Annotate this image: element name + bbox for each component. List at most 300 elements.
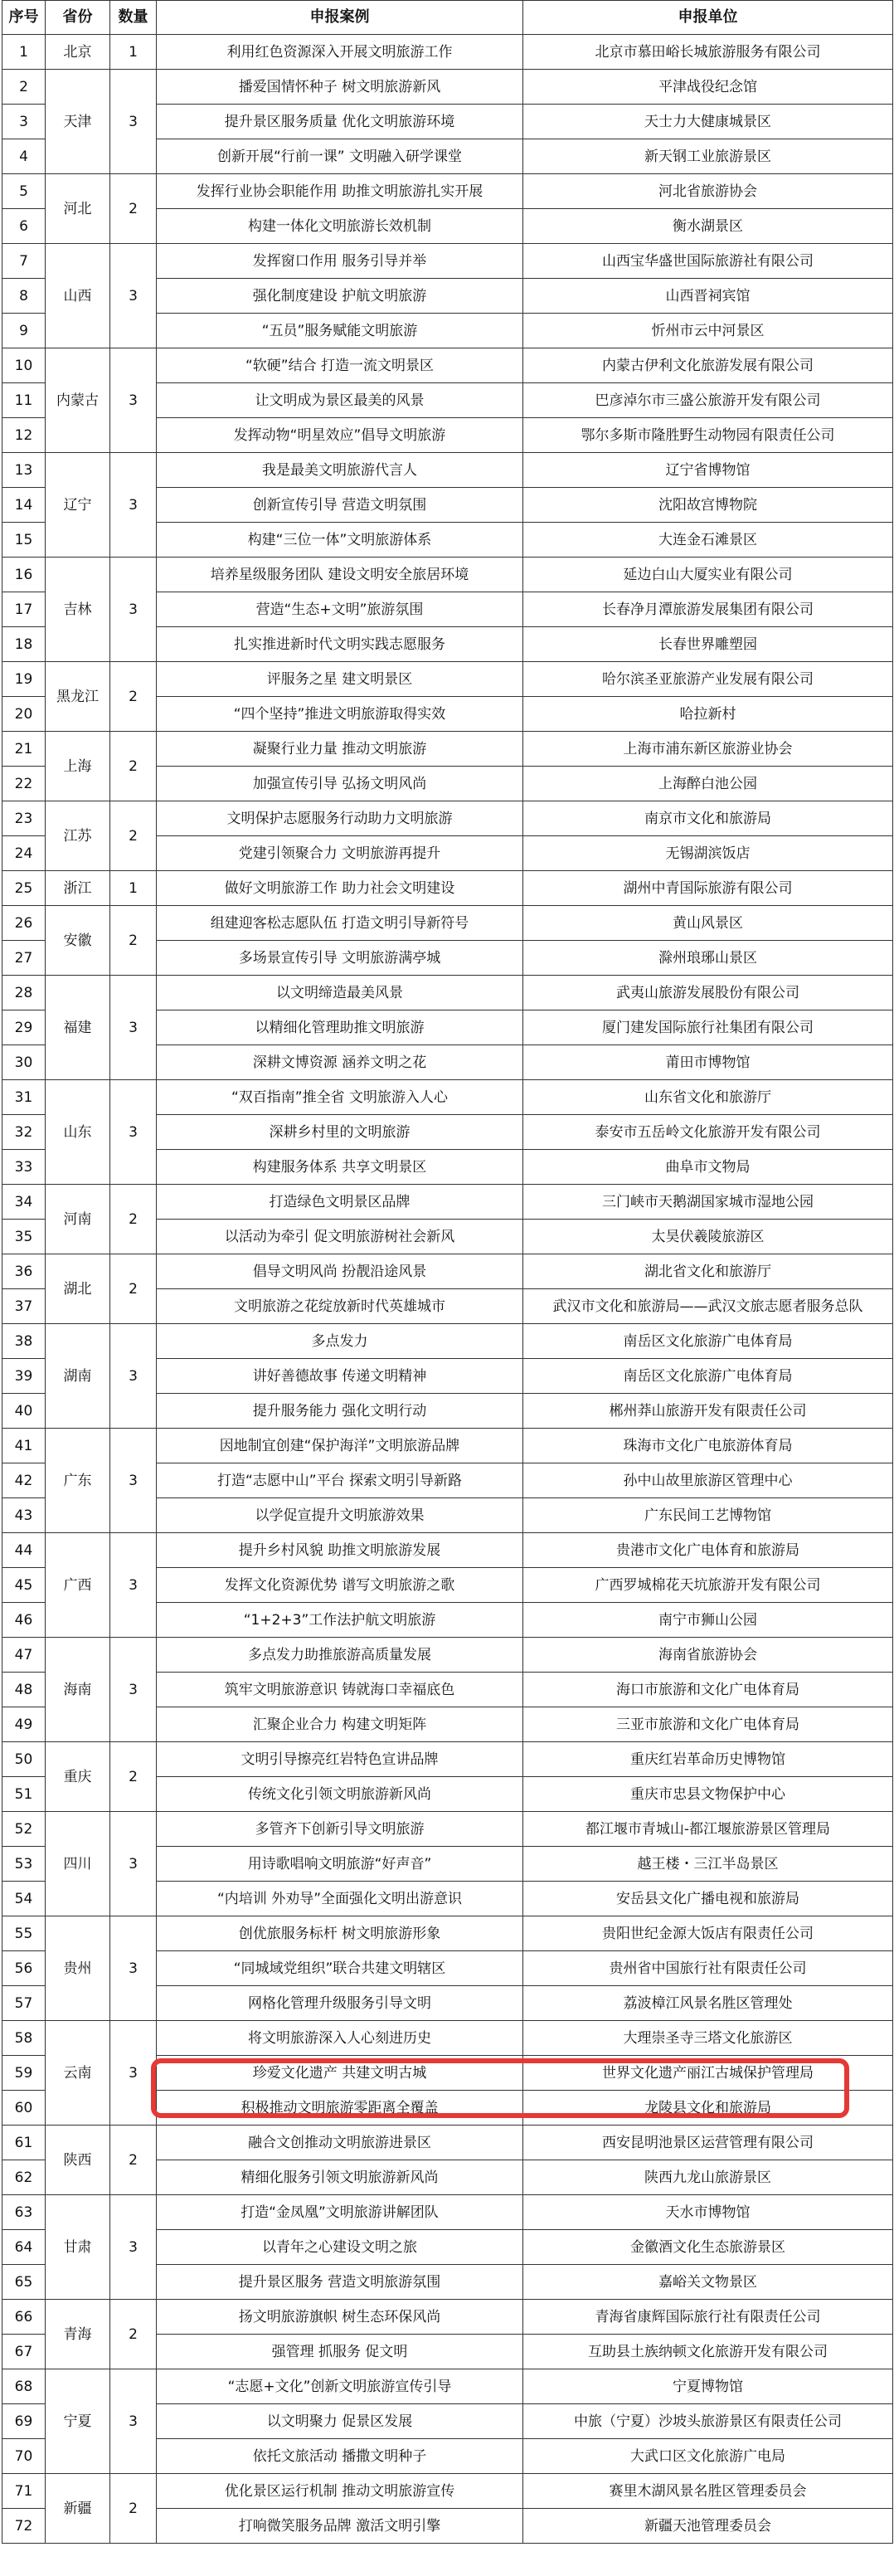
case-title: 我是最美文明旅游代言人 [157, 453, 523, 488]
case-title: 讲好善德故事 传递文明精神 [157, 1359, 523, 1394]
row-index: 14 [2, 488, 46, 523]
case-title: 深耕文博资源 涵养文明之花 [157, 1045, 523, 1080]
province-cell: 青海 [46, 2300, 110, 2369]
row-index: 10 [2, 348, 46, 383]
count-cell: 3 [110, 1324, 157, 1429]
table-row [2, 976, 893, 1010]
count-cell: 3 [110, 2021, 157, 2126]
case-title: 凝聚行业力量 推动文明旅游 [157, 732, 523, 767]
case-title: 发挥窗口作用 服务引导并举 [157, 244, 523, 279]
province-cell: 云南 [46, 2021, 110, 2126]
table-row [2, 348, 893, 383]
province-cell: 山西 [46, 244, 110, 348]
row-index: 59 [2, 2056, 46, 2091]
unit-name: 嘉峪关文物景区 [523, 2265, 893, 2300]
unit-name: 长春世界雕塑园 [523, 627, 893, 662]
unit-name: 贵州省中国旅行社有限责任公司 [523, 1951, 893, 1986]
unit-name: 越王楼・三江半岛景区 [523, 1847, 893, 1882]
province-cell: 黑龙江 [46, 662, 110, 732]
unit-name: 中旅（宁夏）沙坡头旅游景区有限责任公司 [523, 2404, 893, 2439]
table-row [2, 1254, 893, 1289]
table-row [2, 453, 893, 488]
table-row [2, 1533, 893, 1568]
province-cell: 四川 [46, 1812, 110, 1916]
case-title: 组建迎客松志愿队伍 打造文明引导新符号 [157, 906, 523, 941]
row-index: 38 [2, 1324, 46, 1359]
unit-name: 天水市博物馆 [523, 2195, 893, 2230]
unit-name: 太昊伏羲陵旅游区 [523, 1220, 893, 1254]
table-row [2, 2126, 893, 2160]
case-title: 构建服务体系 共享文明景区 [157, 1150, 523, 1185]
case-title: 珍爱文化遗产 共建文明古城 [157, 2056, 523, 2091]
row-index: 55 [2, 1916, 46, 1951]
case-title: 扬文明旅游旗帜 树生态环保风尚 [157, 2300, 523, 2335]
row-index: 69 [2, 2404, 46, 2439]
unit-name: 新天钢工业旅游景区 [523, 139, 893, 174]
unit-name: 山东省文化和旅游厅 [523, 1080, 893, 1115]
row-index: 40 [2, 1394, 46, 1429]
case-title: 多点发力助推旅游高质量发展 [157, 1638, 523, 1673]
row-index: 16 [2, 558, 46, 592]
case-title: 发挥行业协会职能作用 助推文明旅游扎实开展 [157, 174, 523, 209]
unit-name: 广东民间工艺博物馆 [523, 1498, 893, 1533]
row-index: 39 [2, 1359, 46, 1394]
unit-name: 广西罗城棉花天坑旅游开发有限公司 [523, 1568, 893, 1603]
table-body [2, 35, 893, 2544]
row-index: 71 [2, 2474, 46, 2509]
unit-name: 新疆天池管理委员会 [523, 2509, 893, 2544]
case-title: 汇聚企业合力 构建文明矩阵 [157, 1707, 523, 1742]
unit-name: 滁州琅琊山景区 [523, 941, 893, 976]
count-cell: 2 [110, 906, 157, 976]
count-cell: 3 [110, 1812, 157, 1916]
row-index: 1 [2, 35, 46, 70]
case-title: 强化制度建设 护航文明旅游 [157, 279, 523, 314]
row-index: 42 [2, 1463, 46, 1498]
row-index: 67 [2, 2335, 46, 2369]
unit-name: 哈尔滨圣亚旅游产业发展有限公司 [523, 662, 893, 697]
unit-name: 贵阳世纪金源大饭店有限责任公司 [523, 1916, 893, 1951]
count-cell: 3 [110, 1080, 157, 1185]
row-index: 50 [2, 1742, 46, 1777]
count-cell: 2 [110, 732, 157, 801]
unit-name: 孙中山故里旅游区管理中心 [523, 1463, 893, 1498]
case-title: “软硬”结合 打造一流文明景区 [157, 348, 523, 383]
province-cell: 甘肃 [46, 2195, 110, 2300]
unit-name: 大武口区文化旅游广电局 [523, 2439, 893, 2474]
row-index: 62 [2, 2160, 46, 2195]
table-row [2, 1429, 893, 1463]
case-table [2, 0, 893, 2544]
table-row [2, 2474, 893, 2509]
row-index: 64 [2, 2230, 46, 2265]
case-title: 评服务之星 建文明景区 [157, 662, 523, 697]
row-index: 33 [2, 1150, 46, 1185]
table-row [2, 662, 893, 697]
unit-name: 大连金石滩景区 [523, 523, 893, 558]
row-index: 52 [2, 1812, 46, 1847]
province-cell: 贵州 [46, 1916, 110, 2021]
row-index: 8 [2, 279, 46, 314]
unit-name: 黄山风景区 [523, 906, 893, 941]
row-index: 32 [2, 1115, 46, 1150]
row-index: 53 [2, 1847, 46, 1882]
table-row [2, 70, 893, 105]
unit-name: 辽宁省博物馆 [523, 453, 893, 488]
row-index: 54 [2, 1882, 46, 1916]
unit-name: 湖北省文化和旅游厅 [523, 1254, 893, 1289]
count-cell: 2 [110, 2126, 157, 2195]
row-index: 30 [2, 1045, 46, 1080]
unit-name: 上海醉白池公园 [523, 767, 893, 801]
case-title: 积极推动文明旅游零距离全覆盖 [157, 2091, 523, 2126]
unit-name: 平津战役纪念馆 [523, 70, 893, 105]
case-title: 提升服务能力 强化文明行动 [157, 1394, 523, 1429]
province-cell: 浙江 [46, 871, 110, 906]
province-cell: 天津 [46, 70, 110, 174]
unit-name: 长春净月潭旅游发展集团有限公司 [523, 592, 893, 627]
case-title: “双百指南”推全省 文明旅游入人心 [157, 1080, 523, 1115]
case-title: 利用红色资源深入开展文明旅游工作 [157, 35, 523, 70]
count-cell: 3 [110, 348, 157, 453]
province-cell: 北京 [46, 35, 110, 70]
case-title: 依托文旅活动 播撒文明种子 [157, 2439, 523, 2474]
case-title: 打造“金凤凰”文明旅游讲解团队 [157, 2195, 523, 2230]
case-title: 多场景宣传引导 文明旅游满亭城 [157, 941, 523, 976]
unit-name: 陕西九龙山旅游景区 [523, 2160, 893, 2195]
case-title: 打造“志愿中山”平台 探索文明引导新路 [157, 1463, 523, 1498]
row-index: 21 [2, 732, 46, 767]
unit-name: 世界文化遗产丽江古城保护管理局 [523, 2056, 893, 2091]
table-row [2, 244, 893, 279]
header-unit: 申报单位 [523, 1, 893, 35]
unit-name: 都江堰市青城山-都江堰旅游景区管理局 [523, 1812, 893, 1847]
case-title: 文明引导擦亮红岩特色宣讲品牌 [157, 1742, 523, 1777]
row-index: 23 [2, 801, 46, 836]
case-title: 构建一体化文明旅游长效机制 [157, 209, 523, 244]
count-cell: 3 [110, 70, 157, 174]
unit-name: 延边白山大厦实业有限公司 [523, 558, 893, 592]
province-cell: 辽宁 [46, 453, 110, 558]
unit-name: 大理崇圣寺三塔文化旅游区 [523, 2021, 893, 2056]
province-cell: 福建 [46, 976, 110, 1080]
table-row [2, 1080, 893, 1115]
unit-name: 三亚市旅游和文化广电体育局 [523, 1707, 893, 1742]
row-index: 61 [2, 2126, 46, 2160]
table-row [2, 35, 893, 70]
unit-name: 北京市慕田峪长城旅游服务有限公司 [523, 35, 893, 70]
case-title: 传统文化引领文明旅游新风尚 [157, 1777, 523, 1812]
case-title: “四个坚持”推进文明旅游取得实效 [157, 697, 523, 732]
unit-name: 互助县土族纳顿文化旅游开发有限公司 [523, 2335, 893, 2369]
count-cell: 3 [110, 1533, 157, 1638]
count-cell: 3 [110, 558, 157, 662]
table-row [2, 1812, 893, 1847]
case-title: 多管齐下创新引导文明旅游 [157, 1812, 523, 1847]
case-title: “志愿+文化”创新文明旅游宣传引导 [157, 2369, 523, 2404]
province-cell: 上海 [46, 732, 110, 801]
header-province: 省份 [46, 1, 110, 35]
row-index: 13 [2, 453, 46, 488]
count-cell: 3 [110, 2195, 157, 2300]
unit-name: 无锡湖滨饭店 [523, 836, 893, 871]
case-title: 精细化服务引领文明旅游新风尚 [157, 2160, 523, 2195]
count-cell: 3 [110, 976, 157, 1080]
case-title: 因地制宜创建“保护海洋”文明旅游品牌 [157, 1429, 523, 1463]
case-title: 党建引领聚合力 文明旅游再提升 [157, 836, 523, 871]
row-index: 36 [2, 1254, 46, 1289]
unit-name: 青海省康辉国际旅行社有限责任公司 [523, 2300, 893, 2335]
case-title: 将文明旅游深入人心刻进历史 [157, 2021, 523, 2056]
row-index: 49 [2, 1707, 46, 1742]
case-title: 发挥文化资源优势 谱写文明旅游之歌 [157, 1568, 523, 1603]
case-title: 以活动为牵引 促文明旅游树社会新风 [157, 1220, 523, 1254]
case-title: 提升景区服务质量 优化文明旅游环境 [157, 105, 523, 139]
table-row [2, 2195, 893, 2230]
unit-name: 珠海市文化广电旅游体育局 [523, 1429, 893, 1463]
row-index: 3 [2, 105, 46, 139]
province-cell: 湖北 [46, 1254, 110, 1324]
count-cell: 3 [110, 1638, 157, 1742]
case-title: 提升景区服务 营造文明旅游氛围 [157, 2265, 523, 2300]
case-title: 用诗歌唱响文明旅游“好声音” [157, 1847, 523, 1882]
unit-name: 三门峡市天鹅湖国家城市湿地公园 [523, 1185, 893, 1220]
case-title: 以精细化管理助推文明旅游 [157, 1010, 523, 1045]
province-cell: 江苏 [46, 801, 110, 871]
row-index: 4 [2, 139, 46, 174]
unit-name: 天士力大健康城景区 [523, 105, 893, 139]
count-cell: 2 [110, 2474, 157, 2544]
case-title: 多点发力 [157, 1324, 523, 1359]
province-cell: 山东 [46, 1080, 110, 1185]
table-row [2, 871, 893, 906]
row-index: 26 [2, 906, 46, 941]
case-title: 深耕乡村里的文明旅游 [157, 1115, 523, 1150]
unit-name: 荔波樟江风景名胜区管理处 [523, 1986, 893, 2021]
row-index: 56 [2, 1951, 46, 1986]
case-title: 以文明缔造最美风景 [157, 976, 523, 1010]
row-index: 57 [2, 1986, 46, 2021]
row-index: 9 [2, 314, 46, 348]
province-cell: 安徽 [46, 906, 110, 976]
unit-name: 曲阜市文物局 [523, 1150, 893, 1185]
province-cell: 河北 [46, 174, 110, 244]
row-index: 11 [2, 383, 46, 418]
province-cell: 内蒙古 [46, 348, 110, 453]
table-row [2, 2021, 893, 2056]
row-index: 65 [2, 2265, 46, 2300]
header-row [2, 1, 893, 35]
count-cell: 3 [110, 1429, 157, 1533]
province-cell: 新疆 [46, 2474, 110, 2544]
unit-name: 南京市文化和旅游局 [523, 801, 893, 836]
row-index: 19 [2, 662, 46, 697]
case-title: 构建“三位一体”文明旅游体系 [157, 523, 523, 558]
unit-name: 武夷山旅游发展股份有限公司 [523, 976, 893, 1010]
case-title: 培养星级服务团队 建设文明安全旅居环境 [157, 558, 523, 592]
unit-name: 海南省旅游协会 [523, 1638, 893, 1673]
table-row [2, 1742, 893, 1777]
row-index: 15 [2, 523, 46, 558]
province-cell: 广西 [46, 1533, 110, 1638]
case-title: 创新开展“行前一课” 文明融入研学课堂 [157, 139, 523, 174]
row-index: 35 [2, 1220, 46, 1254]
unit-name: 南宁市狮山公园 [523, 1603, 893, 1638]
case-title: 创优旅服务标杆 树文明旅游形象 [157, 1916, 523, 1951]
row-index: 2 [2, 70, 46, 105]
count-cell: 2 [110, 1254, 157, 1324]
unit-name: 贵港市文化广电体育和旅游局 [523, 1533, 893, 1568]
case-title: 让文明成为景区最美的风景 [157, 383, 523, 418]
header-case: 申报案例 [157, 1, 523, 35]
row-index: 66 [2, 2300, 46, 2335]
case-title: 优化景区运行机制 推动文明旅游宣传 [157, 2474, 523, 2509]
case-title: “五员”服务赋能文明旅游 [157, 314, 523, 348]
row-index: 17 [2, 592, 46, 627]
case-title: 筑牢文明旅游意识 铸就海口幸福底色 [157, 1673, 523, 1707]
case-title: 以青年之心建设文明之旅 [157, 2230, 523, 2265]
row-index: 41 [2, 1429, 46, 1463]
unit-name: 沈阳故宫博物院 [523, 488, 893, 523]
case-title: 提升乡村风貌 助推文明旅游发展 [157, 1533, 523, 1568]
case-title: 打响微笑服务品牌 激活文明引擎 [157, 2509, 523, 2544]
case-title: 加强宣传引导 弘扬文明风尚 [157, 767, 523, 801]
case-title: 以文明聚力 促景区发展 [157, 2404, 523, 2439]
case-title: 创新宣传引导 营造文明氛围 [157, 488, 523, 523]
document [2, 0, 892, 2544]
case-title: 发挥动物“明星效应”倡导文明旅游 [157, 418, 523, 453]
count-cell: 1 [110, 871, 157, 906]
table-row [2, 2300, 893, 2335]
row-index: 24 [2, 836, 46, 871]
case-title: 做好文明旅游工作 助力社会文明建设 [157, 871, 523, 906]
province-cell: 重庆 [46, 1742, 110, 1812]
case-title: 网格化管理升级服务引导文明 [157, 1986, 523, 2021]
case-title: “内培训 外劝导”全面强化文明出游意识 [157, 1882, 523, 1916]
count-cell: 2 [110, 174, 157, 244]
row-index: 6 [2, 209, 46, 244]
unit-name: 赛里木湖风景名胜区管理委员会 [523, 2474, 893, 2509]
unit-name: 湖州中青国际旅游有限公司 [523, 871, 893, 906]
row-index: 72 [2, 2509, 46, 2544]
row-index: 29 [2, 1010, 46, 1045]
row-index: 7 [2, 244, 46, 279]
row-index: 51 [2, 1777, 46, 1812]
case-title: “同城域党组织”联合共建文明辖区 [157, 1951, 523, 1986]
row-index: 18 [2, 627, 46, 662]
table-row [2, 732, 893, 767]
table-row [2, 2369, 893, 2404]
row-index: 47 [2, 1638, 46, 1673]
count-cell: 3 [110, 2369, 157, 2474]
table-row [2, 1638, 893, 1673]
row-index: 25 [2, 871, 46, 906]
case-title: 以学促宣提升文明旅游效果 [157, 1498, 523, 1533]
table-row [2, 1916, 893, 1951]
unit-name: 山西晋祠宾馆 [523, 279, 893, 314]
unit-name: 龙陵县文化和旅游局 [523, 2091, 893, 2126]
unit-name: 重庆市忠县文物保护中心 [523, 1777, 893, 1812]
unit-name: 金徽酒文化生态旅游景区 [523, 2230, 893, 2265]
province-cell: 宁夏 [46, 2369, 110, 2474]
province-cell: 河南 [46, 1185, 110, 1254]
header-index: 序号 [2, 1, 46, 35]
unit-name: 内蒙古伊利文化旅游发展有限公司 [523, 348, 893, 383]
province-cell: 海南 [46, 1638, 110, 1742]
row-index: 5 [2, 174, 46, 209]
unit-name: 武汉市文化和旅游局——武汉文旅志愿者服务总队 [523, 1289, 893, 1324]
unit-name: 泰安市五岳岭文化旅游开发有限公司 [523, 1115, 893, 1150]
row-index: 28 [2, 976, 46, 1010]
row-index: 34 [2, 1185, 46, 1220]
unit-name: 安岳县文化广播电视和旅游局 [523, 1882, 893, 1916]
unit-name: 上海市浦东新区旅游业协会 [523, 732, 893, 767]
count-cell: 1 [110, 35, 157, 70]
row-index: 58 [2, 2021, 46, 2056]
row-index: 22 [2, 767, 46, 801]
row-index: 63 [2, 2195, 46, 2230]
unit-name: 河北省旅游协会 [523, 174, 893, 209]
unit-name: 海口市旅游和文化广电体育局 [523, 1673, 893, 1707]
province-cell: 湖南 [46, 1324, 110, 1429]
table-row [2, 558, 893, 592]
case-title: 文明旅游之花绽放新时代英雄城市 [157, 1289, 523, 1324]
unit-name: 南岳区文化旅游广电体育局 [523, 1324, 893, 1359]
count-cell: 2 [110, 2300, 157, 2369]
count-cell: 2 [110, 1185, 157, 1254]
count-cell: 3 [110, 1916, 157, 2021]
case-title: 强管理 抓服务 促文明 [157, 2335, 523, 2369]
unit-name: 厦门建发国际旅行社集团有限公司 [523, 1010, 893, 1045]
count-cell: 2 [110, 801, 157, 871]
count-cell: 3 [110, 453, 157, 558]
unit-name: 山西宝华盛世国际旅游社有限公司 [523, 244, 893, 279]
row-index: 12 [2, 418, 46, 453]
unit-name: 鄂尔多斯市隆胜野生动物园有限责任公司 [523, 418, 893, 453]
unit-name: 南岳区文化旅游广电体育局 [523, 1359, 893, 1394]
table-row [2, 1324, 893, 1359]
row-index: 44 [2, 1533, 46, 1568]
table-row [2, 1185, 893, 1220]
row-index: 27 [2, 941, 46, 976]
case-title: 扎实推进新时代文明实践志愿服务 [157, 627, 523, 662]
unit-name: 重庆红岩革命历史博物馆 [523, 1742, 893, 1777]
unit-name: 莆田市博物馆 [523, 1045, 893, 1080]
count-cell: 2 [110, 662, 157, 732]
case-title: 打造绿色文明景区品牌 [157, 1185, 523, 1220]
case-title: 文明保护志愿服务行动助力文明旅游 [157, 801, 523, 836]
row-index: 43 [2, 1498, 46, 1533]
unit-name: 忻州市云中河景区 [523, 314, 893, 348]
case-title: “1+2+3”工作法护航文明旅游 [157, 1603, 523, 1638]
count-cell: 3 [110, 244, 157, 348]
count-cell: 2 [110, 1742, 157, 1812]
province-cell: 陕西 [46, 2126, 110, 2195]
unit-name: 巴彦淖尔市三盛公旅游开发有限公司 [523, 383, 893, 418]
case-title: 播爱国情怀种子 树文明旅游新风 [157, 70, 523, 105]
row-index: 68 [2, 2369, 46, 2404]
table-row [2, 174, 893, 209]
unit-name: 郴州莽山旅游开发有限责任公司 [523, 1394, 893, 1429]
province-cell: 广东 [46, 1429, 110, 1533]
unit-name: 衡水湖景区 [523, 209, 893, 244]
unit-name: 西安昆明池景区运营管理有限公司 [523, 2126, 893, 2160]
row-index: 45 [2, 1568, 46, 1603]
row-index: 48 [2, 1673, 46, 1707]
row-index: 31 [2, 1080, 46, 1115]
unit-name: 宁夏博物馆 [523, 2369, 893, 2404]
case-title: 营造“生态+文明”旅游氛围 [157, 592, 523, 627]
